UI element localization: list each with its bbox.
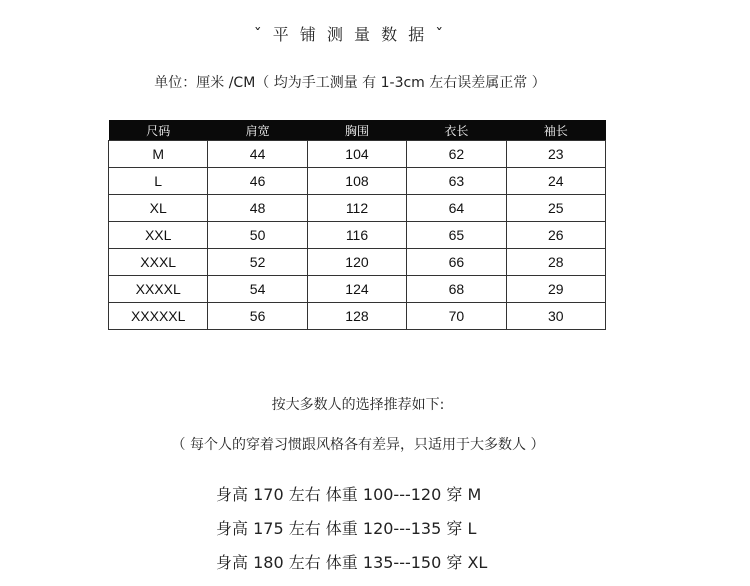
cell-shoulder: 46 <box>208 168 307 195</box>
cell-shoulder: 52 <box>208 249 307 276</box>
cell-length: 66 <box>407 249 506 276</box>
cell-size: XXXXXL <box>109 303 208 330</box>
cell-size: L <box>109 168 208 195</box>
header-sleeve: 袖长 <box>506 120 605 141</box>
table-header-row <box>109 120 606 141</box>
cell-sleeve: 30 <box>506 303 605 330</box>
table-row <box>109 276 606 303</box>
recommend-list <box>216 484 616 586</box>
recommend-line: 身高 170 左右 体重 100---120 穿 M <box>216 485 482 504</box>
cell-shoulder: 50 <box>208 222 307 249</box>
cell-shoulder: 48 <box>208 195 307 222</box>
cell-chest: 124 <box>307 276 406 303</box>
table-row <box>109 222 606 249</box>
cell-sleeve: 26 <box>506 222 605 249</box>
cell-chest: 120 <box>307 249 406 276</box>
header-size: 尺码 <box>109 120 208 141</box>
cell-length: 68 <box>407 276 506 303</box>
cell-sleeve: 29 <box>506 276 605 303</box>
cell-size: M <box>109 141 208 168</box>
table-row <box>109 141 606 168</box>
cell-size: XXXL <box>109 249 208 276</box>
cell-length: 70 <box>407 303 506 330</box>
cell-shoulder: 54 <box>208 276 307 303</box>
unit-note: 单位：厘米 /CM（ 均为手工测量 有 1-3cm 左右误差属正常 ） <box>154 75 546 91</box>
cell-size: XL <box>109 195 208 222</box>
header-chest: 胸围 <box>307 120 406 141</box>
cell-chest: 112 <box>307 195 406 222</box>
cell-sleeve: 23 <box>506 141 605 168</box>
header-shoulder: 肩宽 <box>208 120 307 141</box>
cell-sleeve: 24 <box>506 168 605 195</box>
header-length: 衣长 <box>407 120 506 141</box>
cell-chest: 128 <box>307 303 406 330</box>
table-row <box>109 195 606 222</box>
cell-shoulder: 44 <box>208 141 307 168</box>
recommend-line: 身高 175 左右 体重 120---135 穿 L <box>216 519 477 538</box>
table-row <box>109 303 606 330</box>
cell-chest: 116 <box>307 222 406 249</box>
cell-length: 64 <box>407 195 506 222</box>
cell-size: XXL <box>109 222 208 249</box>
recommend-note: （ 每个人的穿着习惯跟风格各有差异，只适用于大多数人 ） <box>171 437 545 453</box>
cell-chest: 108 <box>307 168 406 195</box>
page-title: ˇ 平 铺 测 量 数 据 ˇ <box>253 25 447 44</box>
cell-shoulder: 56 <box>208 303 307 330</box>
cell-length: 65 <box>407 222 506 249</box>
cell-length: 63 <box>407 168 506 195</box>
table-row <box>109 249 606 276</box>
size-table <box>108 120 606 330</box>
table-row <box>109 168 606 195</box>
cell-sleeve: 28 <box>506 249 605 276</box>
cell-chest: 104 <box>307 141 406 168</box>
recommend-line: 身高 180 左右 体重 135---150 穿 XL <box>216 553 488 572</box>
recommend-title: 按大多数人的选择推荐如下: <box>271 397 445 413</box>
cell-sleeve: 25 <box>506 195 605 222</box>
cell-length: 62 <box>407 141 506 168</box>
cell-size: XXXXL <box>109 276 208 303</box>
